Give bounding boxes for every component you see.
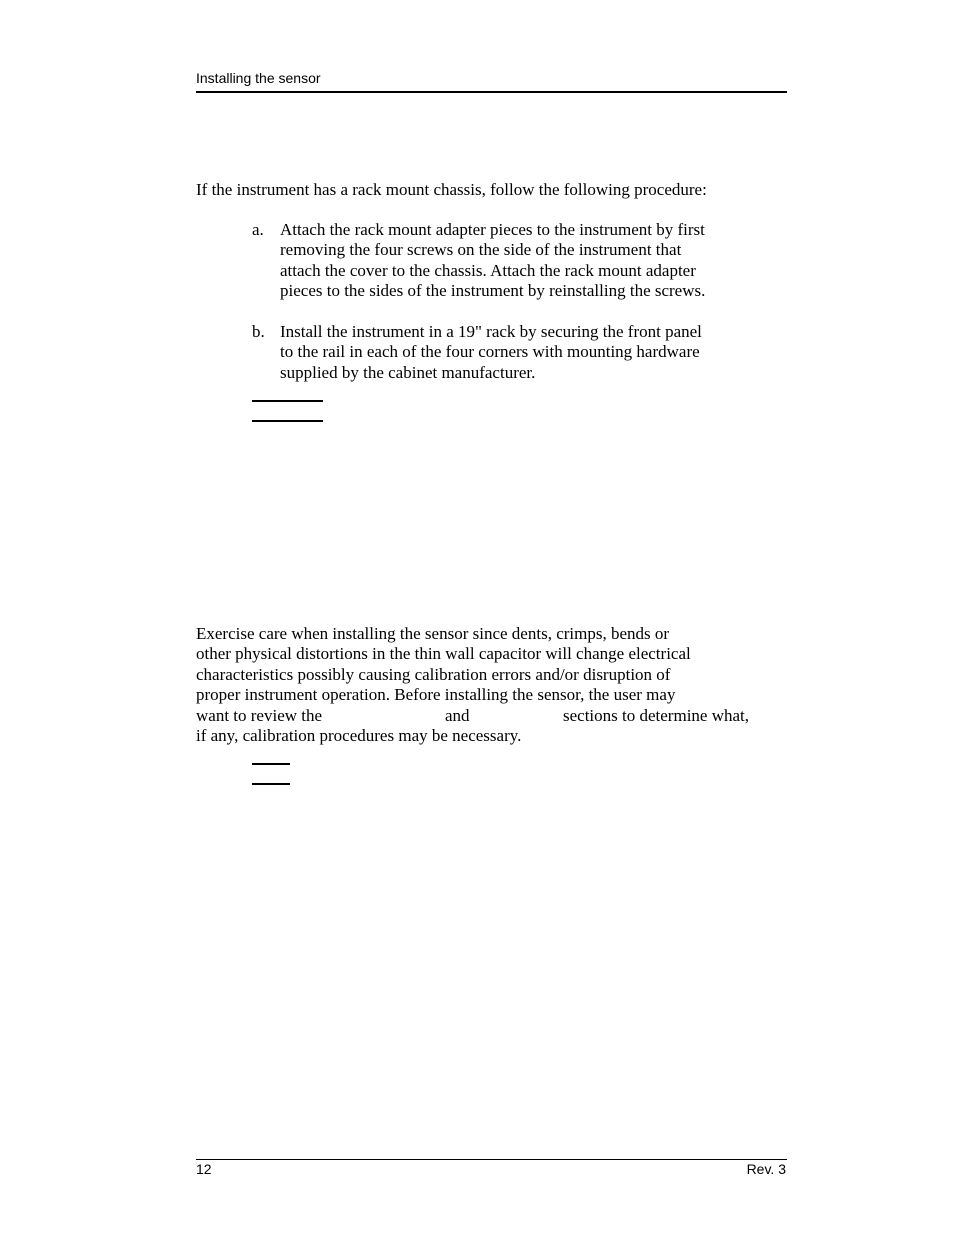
step-line: Attach the rack mount adapter pieces to the instrument by first bbox=[280, 220, 705, 239]
paragraph-line: other physical distortions in the thin wall capacitor will change electrical bbox=[196, 644, 691, 664]
line-segment: and bbox=[445, 705, 470, 725]
header-rule bbox=[196, 91, 787, 93]
paragraph-line: Exercise care when installing the sensor since dents, crimps, bends or bbox=[196, 624, 670, 643]
step-text bbox=[280, 220, 705, 302]
step-line: pieces to the sides of the instrument by reinstalling the screws. bbox=[280, 281, 706, 301]
footer-rule bbox=[196, 1159, 787, 1160]
step-line: to the rail in each of the four corners with mounting hardware bbox=[280, 342, 700, 362]
step-line: removing the four screws on the side of the instrument that bbox=[280, 240, 682, 260]
note-rule-bottom bbox=[252, 420, 323, 422]
paragraph-line: if any, calibration procedures may be necessary. bbox=[196, 725, 522, 745]
step-letter: a. bbox=[252, 220, 264, 239]
step-line: supplied by the cabinet manufacturer. bbox=[280, 362, 536, 382]
note-rule-top bbox=[252, 763, 290, 765]
running-header: Installing the sensor bbox=[196, 70, 321, 86]
line-segment: want to review the bbox=[196, 705, 323, 725]
paragraph-line: characteristics possibly causing calibration errors and/or disruption of bbox=[196, 664, 671, 684]
revision-label: Rev. 3 bbox=[746, 1161, 786, 1177]
step-line: attach the cover to the chassis. Attach the rack mount adapter bbox=[280, 260, 696, 280]
intro-paragraph: If the instrument has a rack mount chassis, follow the following procedure: bbox=[196, 180, 707, 199]
page-number: 12 bbox=[196, 1161, 212, 1177]
sensor-care-paragraph bbox=[196, 624, 750, 746]
paragraph-line: proper instrument operation. Before installing the sensor, the user may bbox=[196, 685, 676, 705]
note-rule-top bbox=[252, 400, 323, 402]
line-segment: sections to determine what, bbox=[563, 705, 750, 725]
step-letter: b. bbox=[252, 322, 265, 341]
paragraph-line bbox=[196, 705, 750, 726]
step-text bbox=[280, 322, 702, 383]
note-rule-bottom bbox=[252, 783, 290, 785]
step-line: Install the instrument in a 19" rack by securing the front panel bbox=[280, 322, 702, 341]
